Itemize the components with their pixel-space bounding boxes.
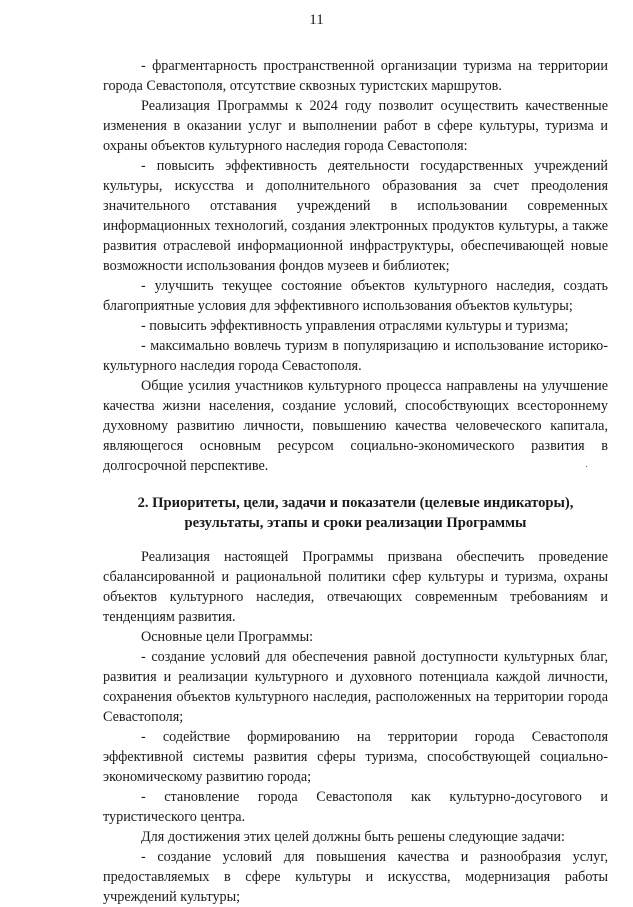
paragraph: Реализация настоящей Программы призвана обеспечить проведение сбалансированной и рациональной политики сфер культуры и туризма, охраны объектов культурного наследия, отвечающих современным требованиям и тенденциям развития.: [103, 549, 608, 625]
scan-mark: ·: [585, 462, 589, 473]
section-heading: 2. Приоритеты, цели, задачи и показатели (целевые индикаторы), результаты, этапы и сроки реализации Программы: [137, 495, 574, 531]
paragraph: - становление города Севастополя как культурно-досугового и туристического центра.: [103, 789, 608, 825]
paragraph: Основные цели Программы:: [141, 629, 314, 645]
paragraph: - фрагментарность пространственной организации туризма на территории города Севастополя, отсутствие сквозных туристских маршрутов.: [103, 58, 608, 94]
paragraph: Общие усилия участников культурного процесса направлены на улучшение качества жизни населения, создание условий, способствующих всестороннему духовному развитию личности, повышению качества человеческого капитала, являющегося основным ресурсом социально-экономического развития в долгосрочной перспективе.: [103, 378, 608, 474]
paragraph: - содействие формированию на территории города Севастополя эффективной системы развития сферы туризма, способствующей социально-экономическому развитию города;: [103, 729, 608, 785]
page-number: 11: [309, 12, 324, 28]
paragraph: - повысить эффективность деятельности государственных учреждений культуры, искусства и дополнительного образования за счет преодоления значительного отставания учреждений в использовании современных информационных технологий, создания электронных продуктов культуры, а также развития отраслевой информационной инфраструктуры, обеспечивающей новые возможности использования фондов музеев и библиотек;: [103, 158, 608, 274]
paragraph: Для достижения этих целей должны быть решены следующие задачи:: [141, 829, 565, 845]
paragraph: - максимально вовлечь туризм в популяризацию и использование историко-культурного наследия города Севастополя.: [103, 338, 608, 374]
paragraph: - улучшить текущее состояние объектов культурного наследия, создать благоприятные условия для эффективного использования объектов культуры;: [103, 278, 608, 314]
paragraph: Реализация Программы к 2024 году позволит осуществить качественные изменения в оказании услуг и выполнении работ в сфере культуры, туризма и охраны объектов культурного наследия города Севастополя:: [103, 98, 608, 154]
document-body: [103, 56, 608, 907]
paragraph: - создание условий для повышения качества и разнообразия услуг, предоставляемых в сфере культуры и искусства, модернизация работы учреждений культуры;: [103, 849, 608, 905]
paragraph: - создание условий для обеспечения равной доступности культурных благ, развития и реализации культурного и духовного потенциала каждой личности, сохранения объектов культурного наследия, расположенных на территории города Севастополя;: [103, 649, 608, 725]
paragraph: - повысить эффективность управления отраслями культуры и туризма;: [141, 318, 569, 334]
